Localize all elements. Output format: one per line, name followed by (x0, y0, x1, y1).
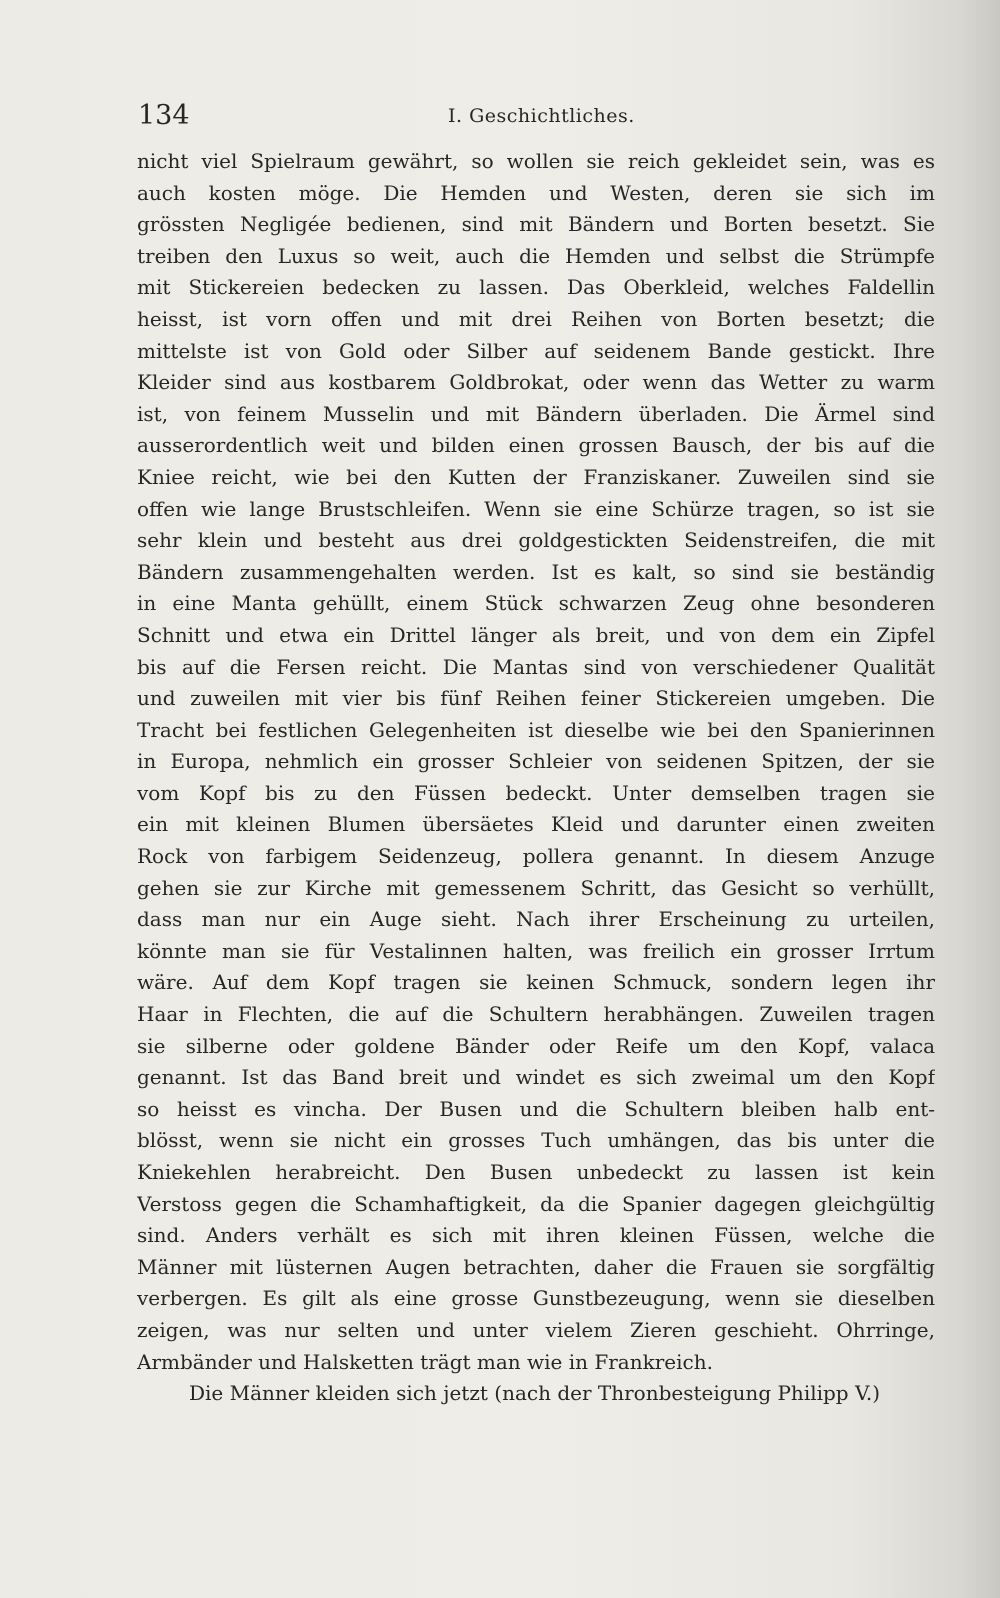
text-line: mittelste ist von Gold oder Silber auf seidenem Bande gestickt. Ihre (137, 338, 935, 363)
text-line: ist, von feinem Musselin und mit Bändern überladen. Die Ärmel sind (137, 401, 935, 426)
text-line: Rock von farbigem Seidenzeug, pollera genannt. In diesem Anzuge (137, 844, 935, 869)
text-line: sehr klein und besteht aus drei goldgestickten Seidenstreifen, die mit (137, 528, 935, 553)
text-line: ausserordentlich weit und bilden einen grossen Bausch, der bis auf die (137, 433, 935, 458)
text-line: und zuweilen mit vier bis fünf Reihen feiner Stickereien umgeben. Die (137, 686, 935, 711)
text-line: Schnitt und etwa ein Drittel länger als breit, und von dem ein Zipfel (137, 622, 935, 647)
text-line: in eine Manta gehüllt, einem Stück schwarzen Zeug ohne besonderen (137, 591, 935, 616)
text-line: genannt. Ist das Band breit und windet es sich zweimal um den Kopf (137, 1065, 935, 1090)
text-line: offen wie lange Brustschleifen. Wenn sie eine Schürze tragen, so ist sie (137, 496, 935, 521)
text-line: sie silberne oder goldene Bänder oder Reife um den Kopf, valaca (137, 1033, 935, 1058)
text-line: in Europa, nehmlich ein grosser Schleier von seidenen Spitzen, der sie (137, 749, 935, 774)
text-line: vom Kopf bis zu den Füssen bedeckt. Unter demselben tragen sie (137, 780, 935, 805)
text-line: Tracht bei festlichen Gelegenheiten ist dieselbe wie bei den Spanierinnen (137, 717, 935, 742)
text-line: mit Stickereien bedecken zu lassen. Das Oberkleid, welches Faldellin (137, 275, 935, 300)
text-line: nicht viel Spielraum gewährt, so wollen sie reich gekleidet sein, was es (137, 149, 935, 173)
page-number: 134 (138, 100, 190, 131)
text-line: treiben den Luxus so weit, auch die Hemden und selbst die Strümpfe (137, 243, 935, 268)
text-line: wäre. Auf dem Kopf tragen sie keinen Schmuck, sondern legen ihr (137, 970, 935, 995)
body-text (137, 146, 935, 1410)
paragraph-end-line: Armbänder und Halsketten trägt man wie in Frankreich. (137, 1349, 713, 1374)
text-line: könnte man sie für Vestalinnen halten, was freilich ein grosser Irrtum (137, 938, 935, 963)
text-line: Kniee reicht, wie bei den Kutten der Franziskaner. Zuweilen sind sie (137, 464, 935, 489)
text-line: grössten Negligée bedienen, sind mit Bändern und Borten besetzt. Sie (137, 212, 935, 237)
text-line: gehen sie zur Kirche mit gemessenem Schritt, das Gesicht so verhüllt, (137, 875, 935, 900)
text-line: Haar in Flechten, die auf die Schultern herabhängen. Zuweilen tragen (137, 1002, 935, 1027)
page-header (138, 96, 938, 136)
text-line: heisst, ist vorn offen und mit drei Reihen von Borten besetzt; die (137, 306, 935, 331)
text-line: Kleider sind aus kostbarem Goldbrokat, oder wenn das Wetter zu warm (137, 370, 935, 395)
text-line: Männer mit lüsternen Augen betrachten, daher die Frauen sie sorgfältig (137, 1254, 935, 1279)
text-line: verbergen. Es gilt als eine grosse Gunstbezeugung, wenn sie dieselben (137, 1286, 935, 1311)
text-line: Kniekehlen herabreicht. Den Busen unbedeckt zu lassen ist kein (137, 1160, 935, 1184)
text-line: so heisst es vincha. Der Busen und die Schultern bleiben halb ent- (137, 1096, 935, 1121)
text-line: ein mit kleinen Blumen übersäetes Kleid und darunter einen zweiten (137, 812, 935, 837)
text-line: Bändern zusammengehalten werden. Ist es kalt, so sind sie beständig (137, 559, 935, 584)
paragraph-start-line: Die Männer kleiden sich jetzt (nach der Thronbesteigung Philipp V.) (189, 1381, 881, 1406)
text-line: Verstoss gegen die Schamhaftigkeit, da die Spanier dagegen gleichgültig (137, 1191, 935, 1216)
running-title: I. Geschichtliches. (448, 105, 635, 127)
text-line: blösst, wenn sie nicht ein grosses Tuch umhängen, das bis unter die (137, 1128, 935, 1153)
text-line: zeigen, was nur selten und unter vielem Zieren geschieht. Ohrringe, (137, 1317, 935, 1342)
text-line: auch kosten möge. Die Hemden und Westen, deren sie sich im (137, 180, 935, 205)
text-line: sind. Anders verhält es sich mit ihren kleinen Füssen, welche die (137, 1223, 935, 1248)
text-line: bis auf die Fersen reicht. Die Mantas sind von verschiedener Qualität (137, 654, 935, 679)
text-line: dass man nur ein Auge sieht. Nach ihrer Erscheinung zu urteilen, (137, 907, 935, 932)
